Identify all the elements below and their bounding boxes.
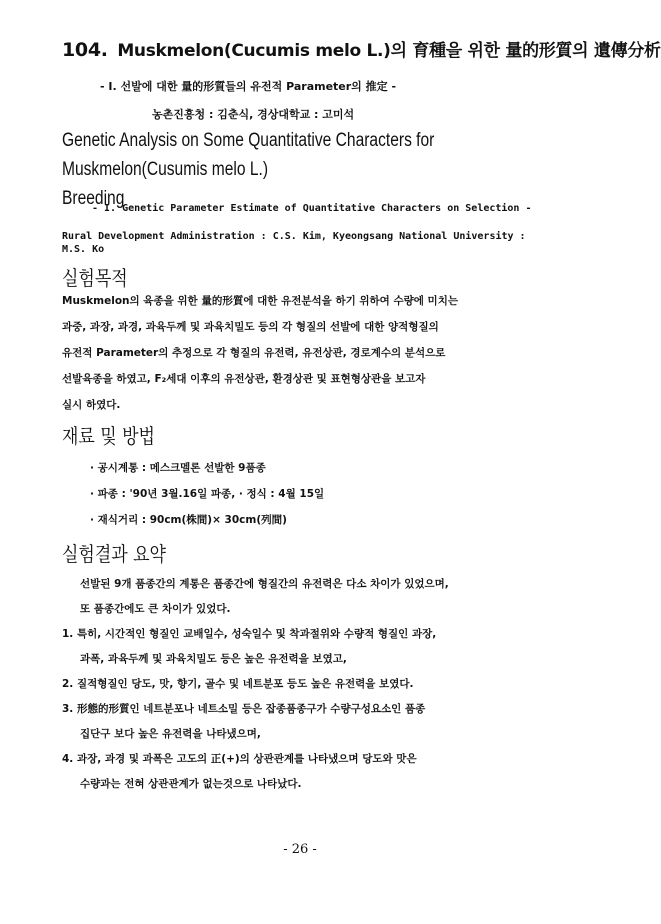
results-line: 과폭, 과육두께 및 과육치밀도 등은 높은 유전력을 보였고, xyxy=(80,653,347,665)
paragraph-line: Muskmelon의 육종을 위한 量的形質에 대한 유전분석을 하기 위하여 수량에 미치는 xyxy=(62,295,458,307)
korean-title xyxy=(62,36,661,61)
paragraph-line: 과중, 과장, 과경, 과육두께 및 과육치밀도 등의 각 형질의 선발에 대한 양적형질의 xyxy=(62,321,439,333)
affiliation-line: M.S. Ko xyxy=(62,244,105,255)
results-line: 4. 과장, 과경 및 과폭은 고도의 正(+)의 상관관계를 나타냈으며 당도와 맛은 xyxy=(62,753,417,765)
english-title xyxy=(62,126,554,213)
paragraph-line: 유전적 Parameter의 추정으로 각 형질의 유전력, 유전상관, 경로계수의 분석으로 xyxy=(62,347,446,359)
english-title-line: Genetic Analysis on Some Quantitative Characters for Muskmelon(Cusumis melo L.) xyxy=(62,130,435,180)
paragraph-line: 선발육종을 하였고, F₂세대 이후의 유전상관, 환경상관 및 표현형상관을 보고자 xyxy=(62,373,426,385)
results-line: 2. 질적형질인 당도, 맛, 향기, 골수 및 네트분포 등도 높은 유전력을 보였다. xyxy=(62,678,414,690)
korean-title-text: Muskmelon(Cucumis melo L.)의 育種을 위한 量的形質의 遺傳分析 xyxy=(117,41,661,61)
materials-item: · 공시계통 : 메스크멜론 선발한 9품종 xyxy=(90,462,266,474)
results-line: 1. 특히, 시간적인 형질인 교배일수, 성숙일수 및 착과절위와 수량적 형질인 과장, xyxy=(62,628,437,640)
english-affiliation xyxy=(62,230,562,256)
korean-subtitle: - I. 선발에 대한 量的形質들의 유전적 Parameter의 推定 - xyxy=(100,80,397,93)
affiliation-line: Rural Development Administration : C.S. Kim, Kyeongsang National University : xyxy=(62,231,526,242)
materials-heading: 재료 및 방법 xyxy=(62,424,155,448)
results-line: 또 품종간에도 큰 차이가 있었다. xyxy=(80,603,231,615)
objective-heading: 실험목적 xyxy=(62,266,128,290)
results-line: 3. 形態的形質인 네트분포나 네트소밀 등은 잡종품종구가 수량구성요소인 품종 xyxy=(62,703,426,715)
results-line: 선발된 9개 품종간의 계통은 품종간에 형질간의 유전력은 다소 차이가 있었으며, xyxy=(80,578,449,590)
korean-authors: 농촌진흥청 : 김춘식, 경상대학교 : 고미석 xyxy=(152,108,355,121)
results-line: 수량과는 전혀 상관관계가 없는것으로 나타났다. xyxy=(80,778,302,790)
paragraph-line: 실시 하였다. xyxy=(62,399,121,411)
english-subtitle: - I. Genetic Parameter Estimate of Quantitative Characters on Selection - xyxy=(92,203,532,214)
objective-paragraph xyxy=(62,288,540,418)
materials-item: · 파종 : '90년 3월.16일 파종, · 정식 : 4월 15일 xyxy=(90,488,325,500)
page-number: - 26 - xyxy=(283,842,317,857)
english-title-line: Breeding xyxy=(62,188,125,209)
article-number: 104. xyxy=(62,39,108,61)
results-line: 집단구 보다 높은 유전력을 나타냈으며, xyxy=(80,728,261,740)
results-heading: 실험결과 요약 xyxy=(62,542,166,566)
materials-item: · 재식거리 : 90cm(株間)× 30cm(列間) xyxy=(90,514,287,526)
